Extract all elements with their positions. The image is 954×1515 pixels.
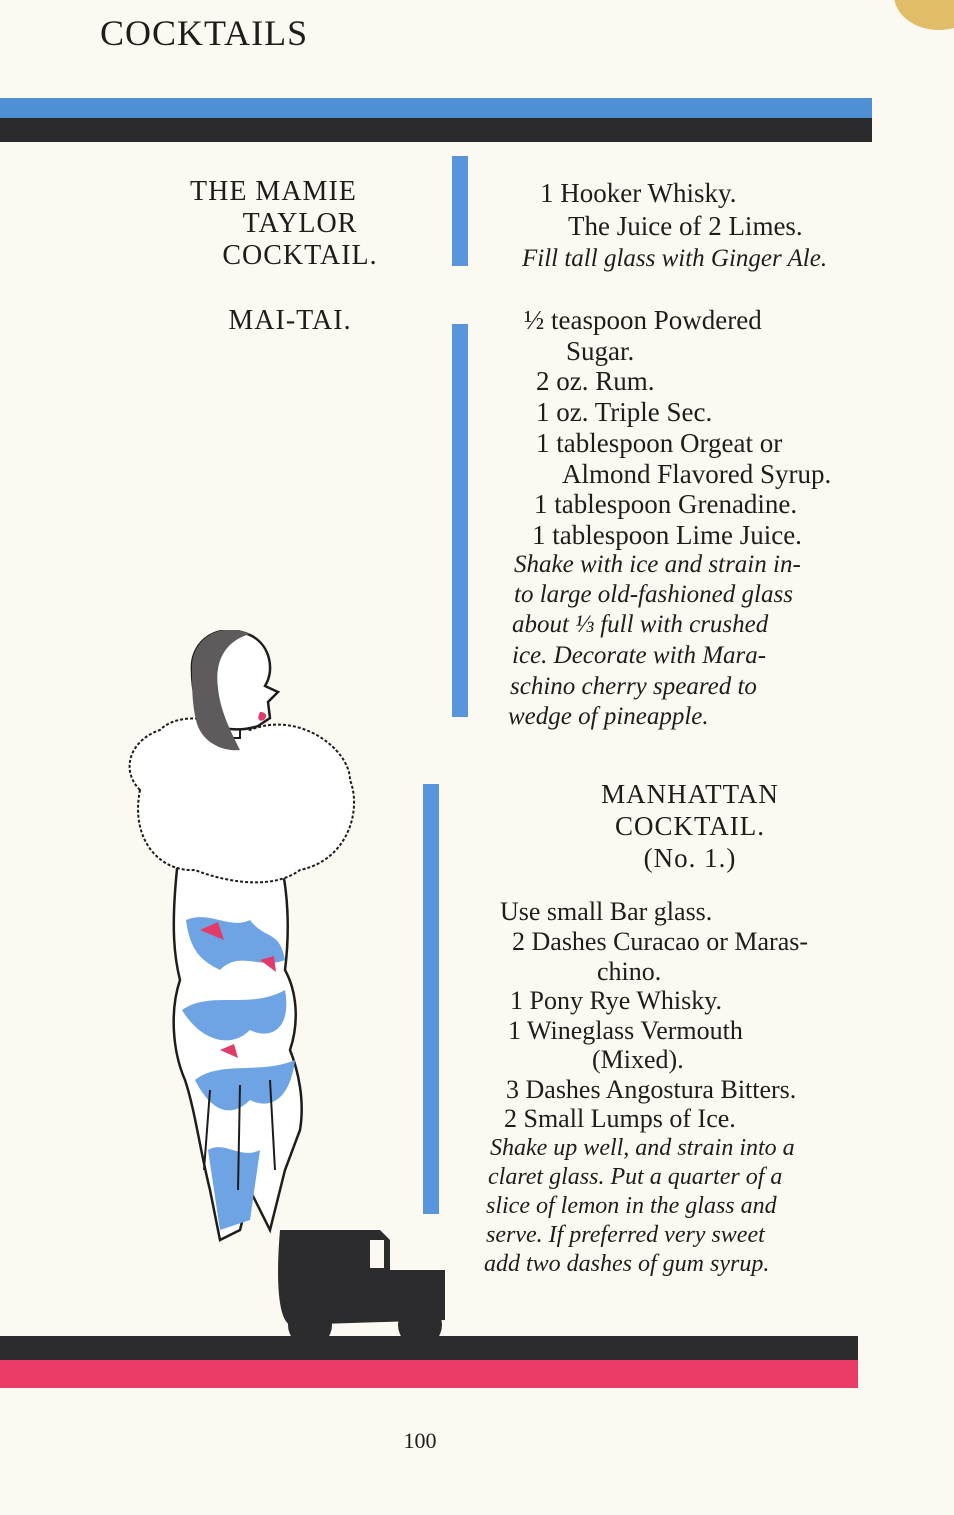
ingredient-line: Use small Bar glass.: [500, 897, 713, 926]
recipe-title-mai-tai: MAI-TAI.: [228, 305, 352, 336]
ingredient-line: 1 oz. Triple Sec.: [536, 397, 713, 427]
recipe-title-manhattan: MANHATTAN COCKTAIL. (No. 1.): [601, 779, 779, 873]
divider-bar-mamie: [452, 156, 468, 266]
page-corner-tint: [894, 0, 954, 30]
ingredient-line: 1 Pony Rye Whisky.: [510, 986, 723, 1015]
ingredient-line: ½ teaspoon Powdered: [524, 305, 762, 335]
directions-line: schino cherry speared to: [510, 673, 757, 700]
ingredient-line: (Mixed).: [592, 1045, 684, 1074]
recipe-title-mamie-taylor: THE MAMIE TAYLOR COCKTAIL.: [190, 176, 378, 271]
directions-line: slice of lemon in the glass and: [486, 1193, 777, 1219]
directions-line: to large old-fashioned glass: [514, 581, 793, 608]
ingredient-line: 1 Wineglass Vermouth: [508, 1016, 743, 1045]
bottom-pink-band: [0, 1360, 858, 1388]
illustration-woman-with-car: [100, 630, 480, 1350]
directions-line: Fill tall glass with Ginger Ale.: [522, 245, 828, 272]
directions-line: claret glass. Put a quarter of a: [488, 1164, 783, 1190]
directions-line: ice. Decorate with Mara-: [512, 642, 767, 669]
ingredient-line: 1 tablespoon Lime Juice.: [532, 520, 802, 550]
directions-line: add two dashes of gum syrup.: [484, 1251, 770, 1277]
ingredient-line: Sugar.: [566, 336, 635, 366]
ingredient-line: 2 oz. Rum.: [536, 366, 655, 396]
page-title: COCKTAILS: [100, 13, 309, 53]
directions-line: wedge of pineapple.: [508, 703, 709, 730]
ingredient-line: 1 tablespoon Orgeat or: [536, 428, 783, 458]
ingredient-line: 3 Dashes Angostura Bitters.: [506, 1075, 797, 1104]
directions-line: Shake up well, and strain into a: [490, 1135, 795, 1161]
top-dark-band: [0, 118, 872, 142]
top-blue-band: [0, 98, 872, 118]
bottom-dark-band: [0, 1336, 858, 1360]
ingredient-line: 2 Small Lumps of Ice.: [504, 1104, 736, 1133]
directions-line: Shake with ice and strain in-: [514, 551, 801, 578]
ingredient-line: Almond Flavored Syrup.: [562, 459, 832, 489]
directions-line: serve. If preferred very sweet: [486, 1222, 765, 1248]
ingredient-line: The Juice of 2 Limes.: [568, 211, 803, 241]
ingredient-line: chino.: [597, 957, 662, 986]
ingredient-line: 1 Hooker Whisky.: [540, 178, 737, 208]
ingredient-line: 2 Dashes Curacao or Maras-: [512, 927, 809, 956]
ingredient-line: 1 tablespoon Grenadine.: [534, 489, 798, 519]
directions-line: about ⅓ full with crushed: [512, 611, 769, 638]
page-number: 100: [403, 1428, 437, 1453]
